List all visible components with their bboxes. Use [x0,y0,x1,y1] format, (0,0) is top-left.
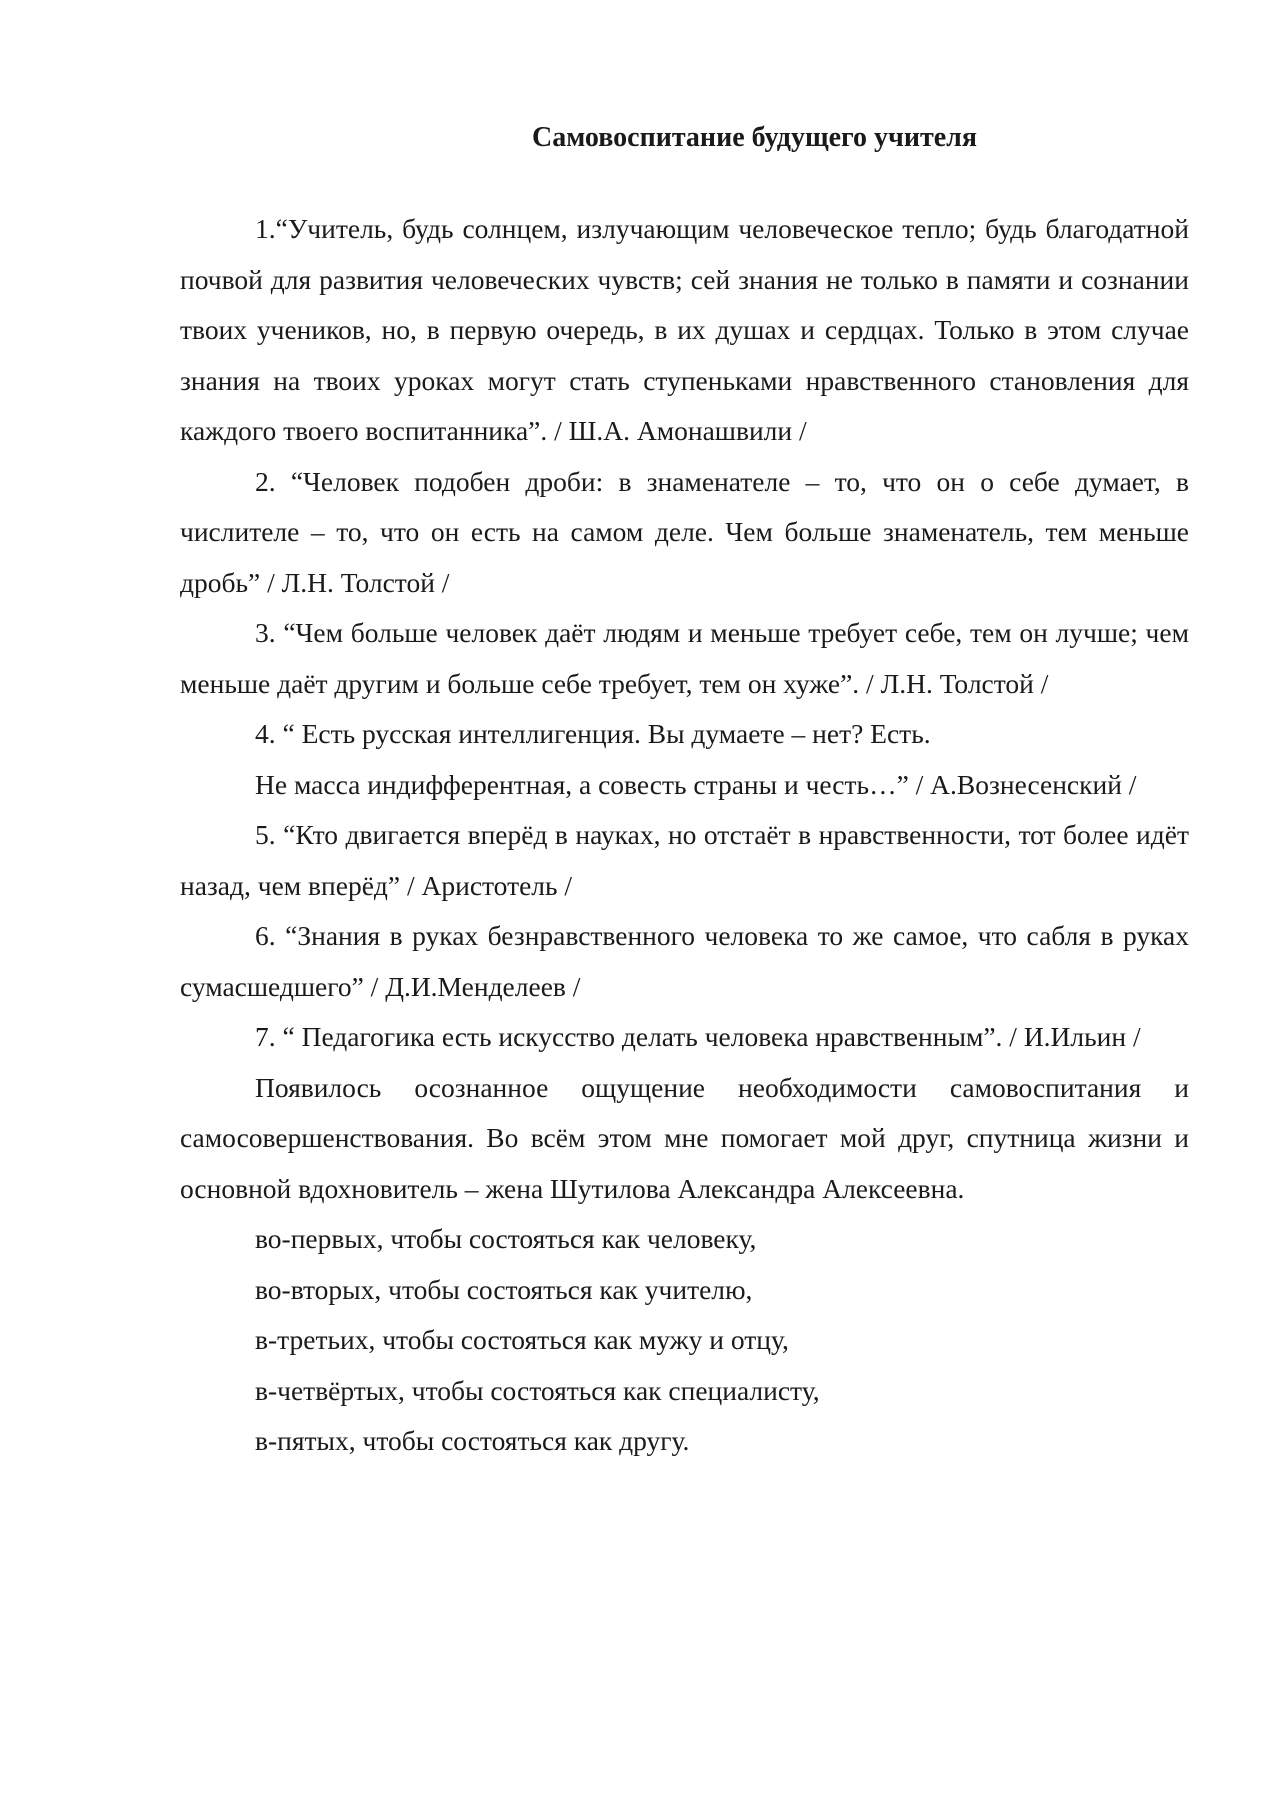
document-title: Самовоспитание будущего учителя [531,122,978,153]
goal-list-item: в-четвёртых, чтобы состояться как специалисту, [255,1374,820,1406]
quote-6: 6. “Знания в руках безнравственного человека то же самое, что сабля в руках сумасшедшего” / Д.И.Менделеев / [180,920,1189,1002]
quote-4-line-2: Не масса индифферентная, а совесть страны и честь…” / А.Вознесенский / [255,768,1137,800]
goal-list-item: во-первых, чтобы состояться как человеку, [255,1223,757,1254]
quote-3: 3. “Чем больше человек даёт людям и меньше требует себе, тем он лучше; чем меньше даёт другим и больше себе требует, тем он хуже”. / Л.Н. Толстой / [180,617,1189,699]
goal-list-item: в-третьих, чтобы состояться как мужу и отцу, [255,1324,789,1355]
quote-4-line-1: 4. “ Есть русская интеллигенция. Вы думаете – нет? Есть. [255,718,931,749]
quote-5: 5. “Кто двигается вперёд в науках, но отстаёт в нравственности, тот более идёт назад, чем вперёд” / Аристотель / [180,819,1189,901]
quote-7: 7. “ Педагогика есть искусство делать человека нравственным”. / И.Ильин / [255,1021,1141,1052]
document-body [180,204,1189,1467]
goal-list-item: во-вторых, чтобы состояться как учителю, [255,1273,753,1305]
goal-list-item: в-пятых, чтобы состояться как другу. [255,1425,690,1456]
quote-1: 1.“Учитель, будь солнцем, излучающим человеческое тепло; будь благодатной почвой для развития человеческих чувств; сей знания не только в памяти и сознании твоих учеников, но, в первую очередь, в их душах и сердцах. Только в этом случае знания на твоих уроках могут стать ступеньками нравственного становления для каждого твоего воспитанника”. / Ш.А. Амонашвили / [180,213,1189,446]
reflection-paragraph: Появилось осознанное ощущение необходимости самовоспитания и самосовершенствования. Во всём этом мне помогает мой друг, спутница жизни и основной вдохновитель – жена Шутилова Александра Алексеевна. [180,1071,1189,1204]
quote-2: 2. “Человек подобен дроби: в знаменателе – то, что он о себе думает, в числителе – то, что он есть на самом деле. Чем больше знаменатель, тем меньше дробь” / Л.Н. Толстой / [180,465,1189,598]
